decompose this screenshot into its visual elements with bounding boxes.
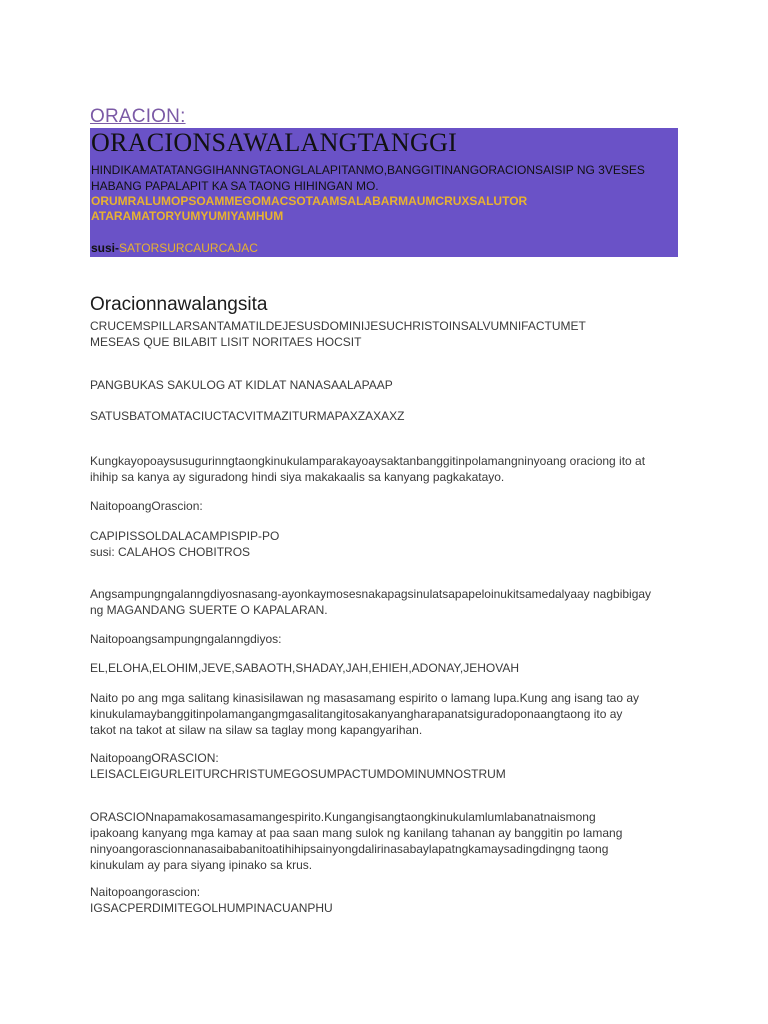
page-heading: ORACION: [90, 106, 186, 127]
box-title: ORACIONSAWALANGTANGGI [91, 128, 458, 157]
paragraph-13-line-2: IGSACPERDIMITEGOLHUMPINACUANPHU [90, 901, 333, 915]
paragraph-11-line-1: NaitopoangORASCION: [90, 751, 219, 765]
paragraph-12-line-4: kinukulam ay para siyang ipinako sa krus. [90, 858, 313, 872]
paragraph-1-line-1: CRUCEMSPILLARSANTAMATILDEJESUSDOMINIJESUCHRISTOINSALVUMNIFACTUMET [90, 319, 586, 333]
paragraph-6 [90, 528, 680, 560]
paragraph-4-line-2: ihihip sa kanya ay siguradong hindi siya makakaalis sa kanyang pagkakatayo. [90, 470, 505, 484]
paragraph-13-line-1: Naitopoangorascion: [90, 885, 201, 899]
paragraph-6-line-2: susi: CALAHOS CHOBITROS [90, 545, 251, 559]
paragraph-7-line-2: ng MAGANDANG SUERTE O KAPALARAN. [90, 603, 328, 617]
box-key [91, 241, 258, 256]
box-prayer-line-2: ATARAMATORYUMYUMIYAMHUM [91, 209, 284, 223]
paragraph-11 [90, 750, 680, 782]
paragraph-5: NaitopoangOrascion: [90, 499, 203, 513]
box-instruction: HINDIKAMATATANGGIHANNGTAONGLALAPITANMO,BANGGITINANGORACIONSAISIP NG 3VESES HABANG PAPALAPIT KA SA TAONG HIHINGAN MO. [91, 163, 645, 193]
paragraph-4 [90, 453, 680, 485]
paragraph-12-line-1: ORASCIONnapamakosamasamangespirito.Kungangisangtaongkinukulamlumlabanatnaismong [90, 810, 596, 824]
paragraph-1 [90, 318, 680, 350]
box-key-label: susi- [91, 241, 120, 255]
paragraph-13 [90, 884, 680, 916]
paragraph-7-line-1: Angsampungngalanngdiyosnasang-ayonkaymosesnakapagsinulatsapapeloinukitsamedalyaay nagbibigay [90, 587, 652, 601]
paragraph-10-line-2: kinukulamaybanggitinpolamangangmgasalitangitosakanyangharapanatsiguradoponaangtaong ito ay [90, 707, 623, 721]
paragraph-4-line-1: Kungkayopoaysusugurinngtaongkinukulamparakayoaysaktanbanggitinpolamangninyoang oraciong ito at [90, 454, 646, 468]
paragraph-2: PANGBUKAS SAKULOG AT KIDLAT NANASAALAPAAP [90, 378, 393, 392]
highlight-box [90, 128, 678, 257]
paragraph-10-line-1: Naito po ang mga salitang kinasisilawan ng masasamang espirito o lamang lupa.Kung ang isang tao ay [90, 691, 640, 705]
paragraph-11-line-2: LEISACLEIGURLEITURCHRISTUMEGOSUMPACTUMDOMINUMNOSTRUM [90, 767, 506, 781]
paragraph-10-line-3: takot na takot at silaw na silaw sa taglay mong kapangyarihan. [90, 723, 423, 737]
paragraph-12-line-2: ipakoang kanyang mga kamay at paa saan mang sulok ng kanilang tahanan ay banggitin po lamang [90, 826, 623, 840]
paragraph-12-line-3: ninyoangorascionnanasaibabanitoatihihipsainyongdalirinasabaylapatngkamaysadingdingng taong [90, 842, 609, 856]
paragraph-1-line-2: MESEAS QUE BILABIT LISIT NORITAES HOCSIT [90, 335, 362, 349]
paragraph-3: SATUSBATOMATACIUCTACVITMAZITURMAPAXZAXAXZ [90, 409, 405, 423]
paragraph-12 [90, 809, 680, 873]
paragraph-8: Naitopoangsampungngalanngdiyos: [90, 632, 282, 646]
box-prayer-line-1: ORUMRALUMOPSOAMMEGOMACSOTAAMSALABARMAUMCRUXSALUTOR [91, 194, 528, 208]
section-title: Oracionnawalangsita [90, 294, 268, 315]
box-prayer [91, 194, 671, 224]
paragraph-10 [90, 690, 680, 738]
box-key-value: SATORSURCAURCAJAC [119, 241, 258, 255]
paragraph-7 [90, 586, 680, 618]
paragraph-9: EL,ELOHA,ELOHIM,JEVE,SABAOTH,SHADAY,JAH,EHIEH,ADONAY,JEHOVAH [90, 661, 520, 675]
paragraph-6-line-1: CAPIPISSOLDALACAMPISPIP-PO [90, 529, 280, 543]
